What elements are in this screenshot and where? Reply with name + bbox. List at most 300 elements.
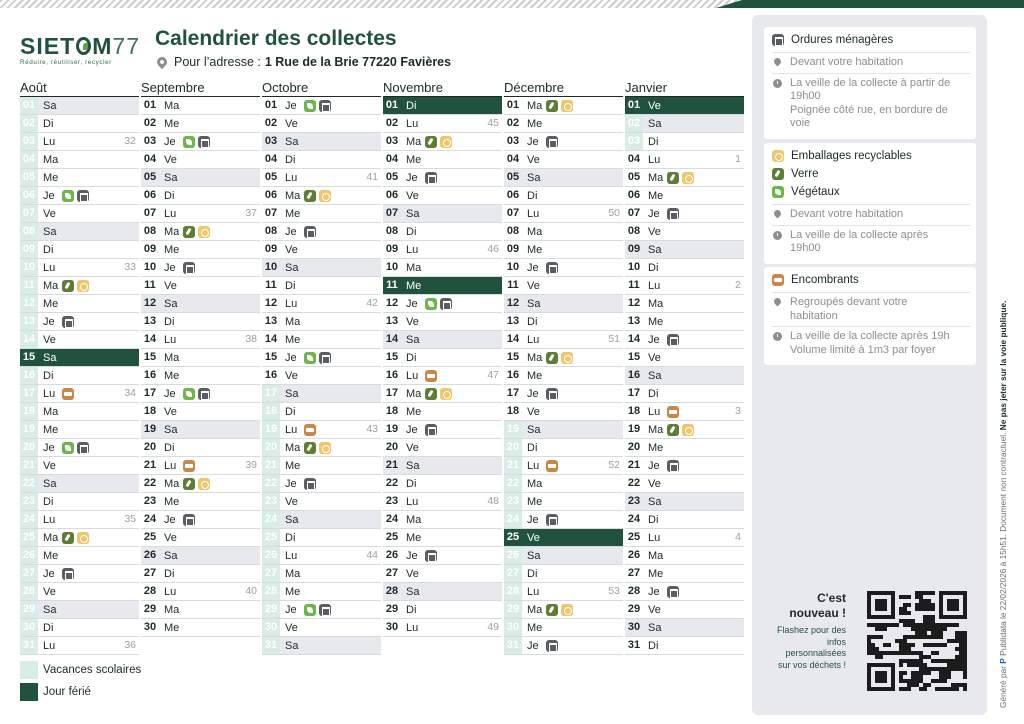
pin-icon bbox=[773, 57, 783, 67]
day-number: 03 bbox=[20, 133, 38, 150]
card-ordures bbox=[764, 27, 976, 139]
day-number: 20 bbox=[20, 439, 38, 456]
day-row bbox=[504, 565, 623, 583]
weekday: Sa bbox=[43, 225, 57, 238]
day-row bbox=[20, 367, 139, 385]
weekday: Me bbox=[285, 333, 301, 346]
day-row bbox=[20, 187, 139, 205]
day-row bbox=[504, 619, 623, 637]
day-row bbox=[383, 349, 502, 367]
day-row bbox=[141, 151, 260, 169]
day-number: 27 bbox=[262, 565, 280, 582]
day-number: 01 bbox=[506, 99, 520, 111]
vegetaux-icon bbox=[62, 190, 74, 202]
day-row bbox=[625, 637, 744, 655]
ordures-icon bbox=[667, 460, 679, 472]
day-number: 08 bbox=[385, 225, 399, 237]
legend-ferie bbox=[20, 682, 141, 702]
day-row bbox=[383, 97, 502, 115]
weekday: Me bbox=[43, 549, 59, 562]
day-row bbox=[20, 637, 139, 655]
day-row bbox=[625, 295, 744, 313]
week-number: 53 bbox=[608, 585, 620, 597]
weekday: Je bbox=[406, 297, 418, 310]
day-number: 11 bbox=[507, 279, 519, 291]
day-row bbox=[262, 457, 381, 475]
pin-icon bbox=[773, 297, 783, 307]
vegetaux-icon bbox=[62, 442, 74, 454]
month-name: Août bbox=[20, 80, 47, 95]
emballages-icon bbox=[319, 190, 331, 202]
ordures-icon bbox=[319, 604, 331, 616]
qr-promo bbox=[764, 591, 976, 701]
weekday: Di bbox=[406, 99, 417, 112]
emballages-where: Devant votre habitation bbox=[790, 208, 904, 220]
verre-icon bbox=[425, 136, 437, 148]
weekday: Ve bbox=[285, 621, 298, 634]
day-number: 13 bbox=[264, 315, 278, 327]
weekday: Me bbox=[43, 297, 59, 310]
day-row bbox=[625, 601, 744, 619]
day-number: 31 bbox=[20, 637, 38, 654]
day-row bbox=[141, 241, 260, 259]
weekday: Ve bbox=[648, 351, 661, 364]
day-row bbox=[625, 493, 744, 511]
day-number: 24 bbox=[262, 511, 280, 528]
weekday: Lu bbox=[43, 387, 56, 400]
day-row bbox=[141, 385, 260, 403]
weekday: Lu bbox=[527, 333, 540, 346]
ordures-icon bbox=[77, 442, 89, 454]
weekday: Ve bbox=[285, 495, 298, 508]
weekday: Lu bbox=[43, 639, 56, 652]
weekday: Di bbox=[285, 153, 296, 166]
day-number: 06 bbox=[506, 189, 520, 201]
day-row bbox=[262, 529, 381, 547]
weekday: Je bbox=[285, 477, 297, 490]
week-number: 46 bbox=[487, 243, 499, 255]
emballages-icon bbox=[561, 100, 573, 112]
address-line bbox=[157, 55, 451, 69]
day-number: 17 bbox=[143, 387, 157, 399]
vegetaux-icon bbox=[304, 352, 316, 364]
day-row bbox=[504, 475, 623, 493]
ordures-icon bbox=[546, 136, 558, 148]
day-row bbox=[20, 457, 139, 475]
day-number: 17 bbox=[627, 387, 641, 399]
weekday: Ma bbox=[43, 405, 59, 418]
weekday: Ma bbox=[43, 153, 59, 166]
qr-promo-title: C'est nouveau ! bbox=[789, 591, 846, 620]
day-row bbox=[625, 529, 744, 547]
weekday: Je bbox=[406, 549, 418, 562]
week-number: 44 bbox=[366, 549, 378, 561]
day-number: 28 bbox=[504, 583, 522, 600]
week-number: 49 bbox=[487, 621, 499, 633]
weekday: Ma bbox=[285, 315, 301, 328]
day-row bbox=[504, 295, 623, 313]
weekday: Ma bbox=[406, 513, 422, 526]
weekday: Je bbox=[406, 171, 418, 184]
weekday: Sa bbox=[527, 171, 541, 184]
day-row bbox=[625, 313, 744, 331]
day-number: 24 bbox=[143, 513, 157, 525]
verre-icon bbox=[425, 388, 437, 400]
day-number: 12 bbox=[20, 295, 38, 312]
day-number: 09 bbox=[143, 243, 157, 255]
day-row bbox=[625, 385, 744, 403]
week-number: 51 bbox=[608, 333, 620, 345]
day-row bbox=[141, 313, 260, 331]
weekday: Di bbox=[285, 405, 296, 418]
weekday: Ma bbox=[527, 477, 543, 490]
weekday: Ma bbox=[527, 225, 543, 238]
day-row bbox=[141, 493, 260, 511]
day-number: 12 bbox=[506, 297, 520, 309]
weekday: Ve bbox=[285, 369, 298, 382]
day-number: 05 bbox=[385, 171, 399, 183]
day-number: 21 bbox=[504, 457, 522, 474]
weekday: Me bbox=[406, 153, 422, 166]
day-row bbox=[20, 97, 139, 115]
day-row bbox=[383, 493, 502, 511]
day-row bbox=[383, 367, 502, 385]
ordures-icon bbox=[62, 568, 74, 580]
weekday: Sa bbox=[164, 549, 178, 562]
weekday: Di bbox=[527, 315, 538, 328]
week-number: 38 bbox=[245, 333, 257, 345]
day-row bbox=[141, 349, 260, 367]
month-name: Novembre bbox=[383, 80, 443, 95]
day-row bbox=[262, 169, 381, 187]
day-row bbox=[262, 349, 381, 367]
emballages-icon bbox=[198, 226, 210, 238]
day-row bbox=[625, 403, 744, 421]
day-number: 26 bbox=[504, 547, 522, 564]
day-number: 21 bbox=[385, 459, 399, 471]
day-number: 26 bbox=[262, 547, 280, 564]
day-number: 27 bbox=[627, 567, 641, 579]
weekday: Ve bbox=[164, 405, 177, 418]
weekday: Je bbox=[648, 459, 660, 472]
day-row bbox=[383, 403, 502, 421]
day-number: 01 bbox=[625, 97, 643, 114]
ordures-icon bbox=[425, 172, 437, 184]
ordures-icon bbox=[304, 226, 316, 238]
day-number: 08 bbox=[506, 225, 520, 237]
weekday: Ma bbox=[43, 531, 59, 544]
weekday: Je bbox=[406, 423, 418, 436]
day-row bbox=[141, 115, 260, 133]
day-number: 12 bbox=[143, 297, 157, 309]
weekday: Lu bbox=[406, 243, 419, 256]
day-row bbox=[262, 493, 381, 511]
weekday: Je bbox=[527, 261, 539, 274]
day-number: 12 bbox=[264, 297, 278, 309]
day-number: 14 bbox=[143, 333, 157, 345]
day-number: 26 bbox=[143, 549, 157, 561]
day-number: 02 bbox=[506, 117, 520, 129]
day-number: 19 bbox=[627, 423, 641, 435]
day-row bbox=[141, 331, 260, 349]
weekday: Me bbox=[648, 567, 664, 580]
day-row bbox=[383, 385, 502, 403]
weekday: Je bbox=[164, 513, 176, 526]
weekday: Me bbox=[406, 405, 422, 418]
ordures-icon bbox=[319, 100, 331, 112]
day-row bbox=[625, 565, 744, 583]
weekday: Ve bbox=[527, 279, 540, 292]
weekday: Ma bbox=[164, 603, 180, 616]
day-number: 04 bbox=[143, 153, 157, 165]
day-number: 15 bbox=[143, 351, 157, 363]
weekday: Je bbox=[527, 639, 539, 652]
day-number: 18 bbox=[385, 405, 399, 417]
day-row bbox=[625, 151, 744, 169]
day-row bbox=[262, 259, 381, 277]
month-column bbox=[262, 80, 381, 655]
day-row bbox=[20, 133, 139, 151]
day-row bbox=[20, 619, 139, 637]
day-number: 03 bbox=[264, 135, 278, 147]
day-row bbox=[141, 367, 260, 385]
day-number: 17 bbox=[20, 385, 38, 402]
day-number: 11 bbox=[20, 277, 38, 294]
day-row bbox=[262, 115, 381, 133]
ordures-icon bbox=[319, 352, 331, 364]
day-row bbox=[504, 115, 623, 133]
weekday: Di bbox=[43, 621, 54, 634]
weekday: Je bbox=[285, 225, 297, 238]
day-row bbox=[20, 601, 139, 619]
day-row bbox=[383, 511, 502, 529]
weekday: Je bbox=[648, 207, 660, 220]
day-row bbox=[141, 565, 260, 583]
day-row bbox=[504, 493, 623, 511]
day-row bbox=[383, 259, 502, 277]
weekday: Je bbox=[43, 315, 55, 328]
day-number: 07 bbox=[143, 207, 157, 219]
weekday: Je bbox=[285, 351, 297, 364]
day-row bbox=[504, 439, 623, 457]
day-row bbox=[20, 403, 139, 421]
weekday: Ve bbox=[527, 153, 540, 166]
day-row bbox=[141, 277, 260, 295]
day-number: 28 bbox=[262, 583, 280, 600]
day-row bbox=[383, 277, 502, 295]
day-row bbox=[504, 151, 623, 169]
day-number: 23 bbox=[20, 493, 38, 510]
day-row bbox=[262, 583, 381, 601]
emballages-icon bbox=[319, 442, 331, 454]
weekday: Sa bbox=[648, 369, 662, 382]
day-number: 19 bbox=[143, 423, 157, 435]
day-number: 25 bbox=[385, 531, 399, 543]
weekday: Ve bbox=[406, 441, 419, 454]
day-number: 29 bbox=[504, 601, 522, 618]
day-number: 30 bbox=[504, 619, 522, 636]
day-row bbox=[262, 187, 381, 205]
day-row bbox=[141, 133, 260, 151]
logo: SIET M 77 Réduire, réutiliser, recycler bbox=[20, 33, 140, 66]
day-row bbox=[262, 151, 381, 169]
day-row bbox=[504, 313, 623, 331]
week-number: 47 bbox=[487, 369, 499, 381]
day-number: 08 bbox=[143, 225, 157, 237]
ordures-icon bbox=[198, 136, 210, 148]
weekday: Sa bbox=[285, 135, 299, 148]
weekday: Di bbox=[527, 567, 538, 580]
day-number: 29 bbox=[385, 603, 399, 615]
day-row bbox=[262, 547, 381, 565]
day-number: 01 bbox=[383, 97, 401, 114]
weekday: Lu bbox=[406, 117, 419, 130]
day-row bbox=[383, 331, 502, 349]
weekday: Sa bbox=[648, 621, 662, 634]
encombrants-title: Encombrants bbox=[791, 274, 859, 286]
weekday: Je bbox=[164, 387, 176, 400]
day-row bbox=[141, 187, 260, 205]
day-number: 04 bbox=[20, 151, 38, 168]
day-row bbox=[383, 169, 502, 187]
weekday: Ma bbox=[43, 279, 59, 292]
day-row bbox=[141, 205, 260, 223]
day-number: 22 bbox=[627, 477, 641, 489]
day-row bbox=[262, 565, 381, 583]
emballages-icon bbox=[682, 172, 694, 184]
day-row bbox=[625, 439, 744, 457]
day-number: 05 bbox=[506, 171, 520, 183]
day-row bbox=[141, 475, 260, 493]
day-number: 29 bbox=[20, 601, 38, 618]
day-number: 21 bbox=[262, 457, 280, 474]
day-number: 02 bbox=[625, 115, 643, 132]
weekday: Me bbox=[164, 369, 180, 382]
weekday: Ma bbox=[648, 549, 664, 562]
vegetaux-icon bbox=[183, 136, 195, 148]
day-number: 28 bbox=[143, 585, 157, 597]
ordures-icon bbox=[667, 586, 679, 598]
verre-icon bbox=[667, 172, 679, 184]
weekday: Ve bbox=[164, 153, 177, 166]
emballages-icon bbox=[772, 150, 784, 162]
day-number: 01 bbox=[143, 99, 157, 111]
weekday: Je bbox=[527, 387, 539, 400]
ordures-icon bbox=[546, 262, 558, 274]
verre-icon bbox=[546, 100, 558, 112]
day-number: 07 bbox=[20, 205, 38, 222]
day-number: 25 bbox=[20, 529, 38, 546]
ordures-icon bbox=[546, 514, 558, 526]
weekday: Lu bbox=[406, 495, 419, 508]
day-number: 18 bbox=[627, 405, 641, 417]
day-number: 16 bbox=[143, 369, 157, 381]
day-row bbox=[383, 133, 502, 151]
qr-code[interactable] bbox=[867, 591, 967, 691]
ordures-icon bbox=[183, 514, 195, 526]
ordures-icon bbox=[440, 298, 452, 310]
week-number: 35 bbox=[124, 513, 136, 525]
day-number: 02 bbox=[20, 115, 38, 132]
day-number: 19 bbox=[20, 421, 38, 438]
weekday: Ve bbox=[164, 531, 177, 544]
day-row bbox=[504, 133, 623, 151]
day-row bbox=[20, 565, 139, 583]
day-number: 24 bbox=[627, 513, 641, 525]
day-number: 09 bbox=[627, 243, 641, 255]
emballages-icon bbox=[77, 280, 89, 292]
day-row bbox=[262, 385, 381, 403]
emballages-icon bbox=[440, 388, 452, 400]
month-column bbox=[141, 80, 260, 637]
day-number: 16 bbox=[385, 369, 399, 381]
day-number: 17 bbox=[262, 385, 280, 402]
day-number: 13 bbox=[506, 315, 520, 327]
day-row bbox=[262, 223, 381, 241]
ferie-swatch bbox=[20, 683, 38, 701]
day-number: 19 bbox=[262, 421, 280, 438]
day-row bbox=[20, 439, 139, 457]
day-number: 19 bbox=[385, 423, 399, 435]
verre-icon bbox=[304, 190, 316, 202]
verre-icon bbox=[183, 478, 195, 490]
day-row bbox=[262, 439, 381, 457]
weekday: Me bbox=[164, 243, 180, 256]
weekday: Lu bbox=[648, 153, 661, 166]
day-number: 18 bbox=[20, 403, 38, 420]
month-name: Décembre bbox=[504, 80, 564, 95]
day-number: 03 bbox=[506, 135, 520, 147]
day-row bbox=[262, 475, 381, 493]
weekday: Lu bbox=[285, 549, 298, 562]
day-number: 05 bbox=[143, 171, 157, 183]
weekday: Je bbox=[43, 441, 55, 454]
day-row bbox=[20, 223, 139, 241]
day-row bbox=[504, 97, 623, 115]
weekday: Sa bbox=[527, 297, 541, 310]
encombrants-icon bbox=[425, 370, 437, 382]
day-number: 03 bbox=[143, 135, 157, 147]
weekday: Lu bbox=[527, 459, 540, 472]
day-row bbox=[383, 565, 502, 583]
weekday: Di bbox=[43, 369, 54, 382]
day-number: 13 bbox=[143, 315, 157, 327]
day-row bbox=[383, 313, 502, 331]
day-row bbox=[504, 241, 623, 259]
weekday: Ve bbox=[527, 405, 540, 418]
month-column bbox=[625, 80, 744, 655]
day-row bbox=[141, 223, 260, 241]
day-number: 14 bbox=[506, 333, 520, 345]
day-number: 22 bbox=[385, 477, 399, 489]
verre-icon bbox=[62, 532, 74, 544]
day-row bbox=[383, 205, 502, 223]
day-row bbox=[504, 637, 623, 655]
weekday: Ve bbox=[164, 279, 177, 292]
ordures-title: Ordures ménagères bbox=[791, 34, 894, 46]
day-number: 29 bbox=[262, 601, 280, 618]
weekday: Sa bbox=[648, 495, 662, 508]
weekday: Ve bbox=[406, 315, 419, 328]
weekday: Lu bbox=[43, 261, 56, 274]
weekday: Lu bbox=[164, 585, 177, 598]
day-row bbox=[141, 403, 260, 421]
weekday: Ma bbox=[527, 603, 543, 616]
weekday: Ma bbox=[527, 351, 543, 364]
day-number: 04 bbox=[264, 153, 278, 165]
day-row bbox=[504, 385, 623, 403]
weekday: Di bbox=[406, 351, 417, 364]
